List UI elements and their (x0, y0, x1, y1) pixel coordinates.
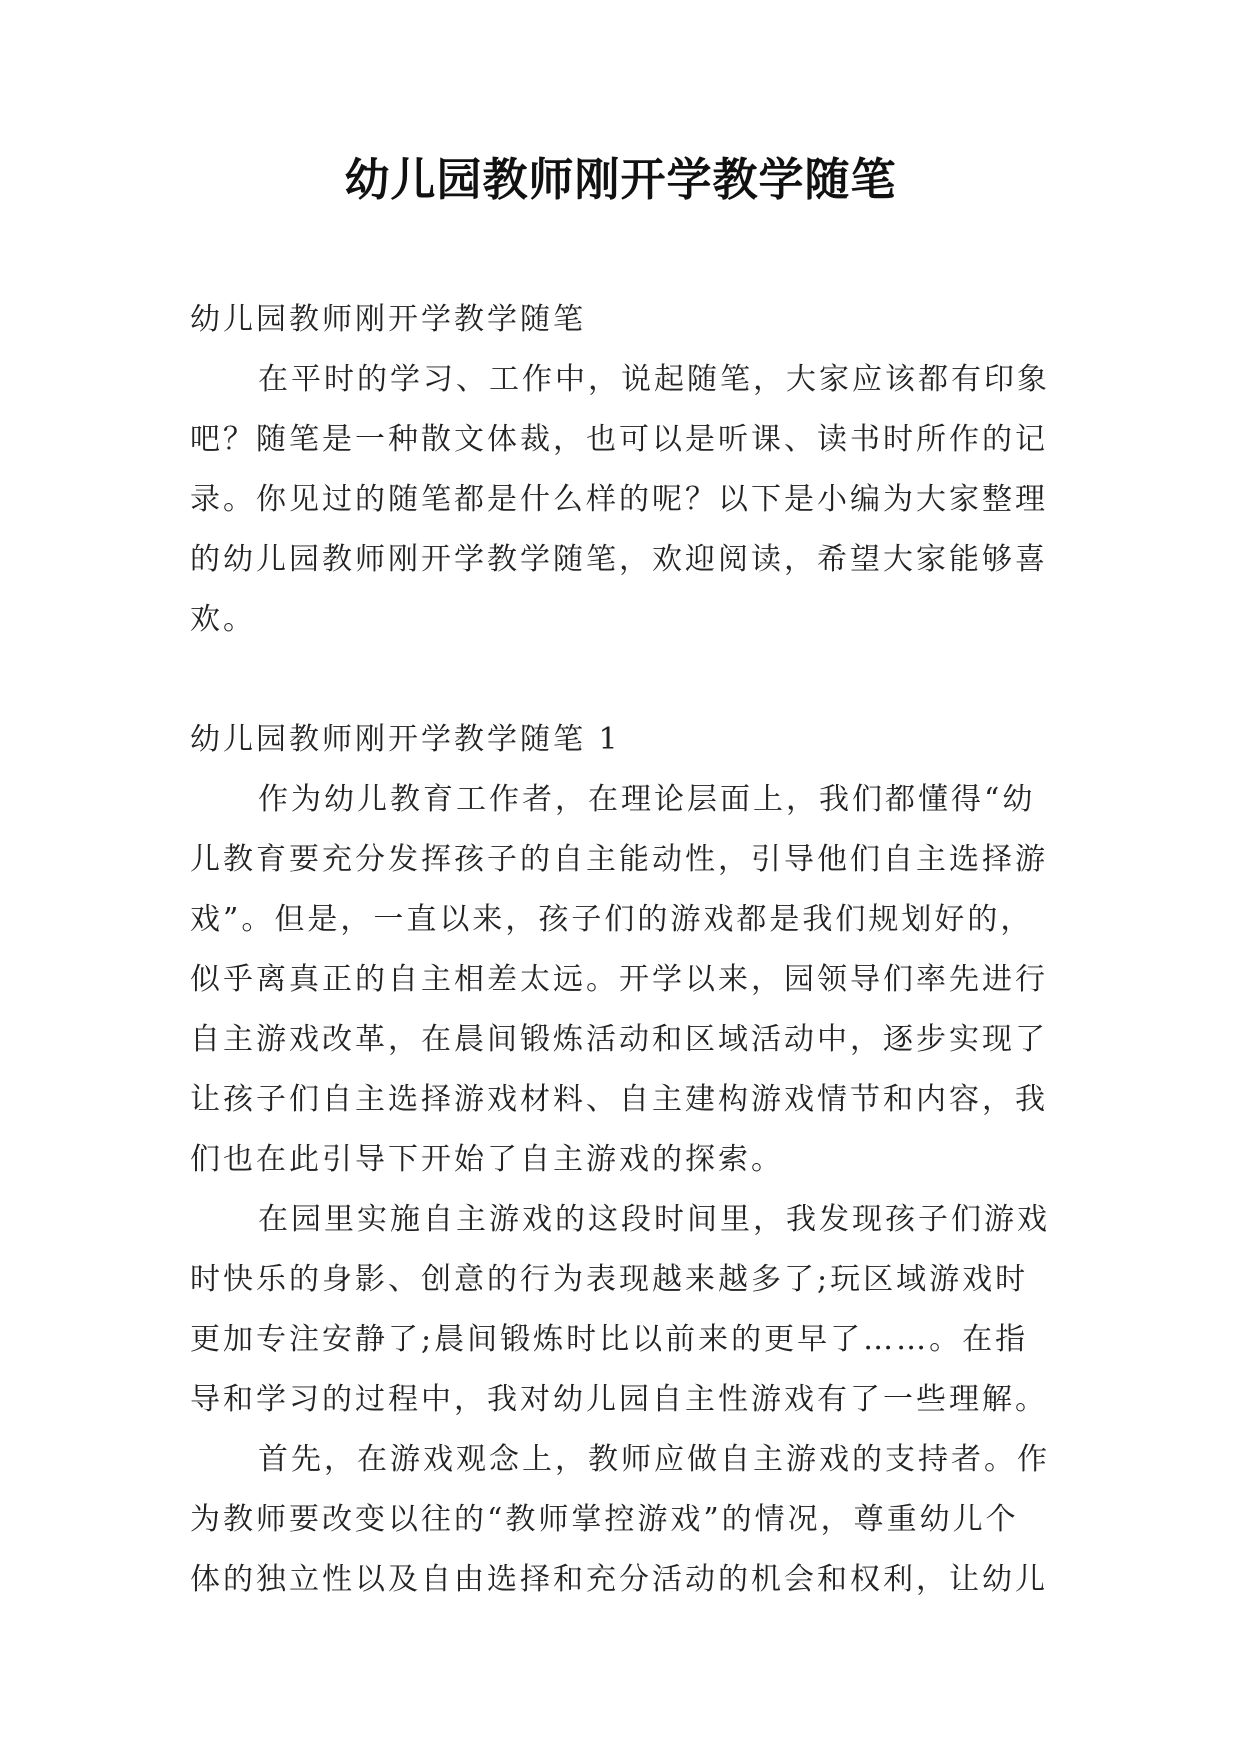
paragraph-line: 儿教育要充分发挥孩子的自主能动性，引导他们自主选择游 (190, 842, 1048, 877)
paragraph-line: 体的独立性以及自由选择和充分活动的机会和权利，让幼儿 (190, 1562, 1048, 1597)
paragraph-line: 欢。 (190, 602, 256, 637)
paragraph-line: 首先，在游戏观念上，教师应做自主游戏的支持者。作 (258, 1442, 1050, 1477)
paragraph-line: 为教师要改变以往的“教师掌控游戏”的情况，尊重幼儿个 (190, 1502, 1019, 1537)
paragraph-line: 似乎离真正的自主相差太远。开学以来，园领导们率先进行 (190, 962, 1048, 997)
paragraph-line: 时快乐的身影、创意的行为表现越来越多了;玩区域游戏时 (190, 1262, 1029, 1297)
paragraph-line: 戏”。但是，一直以来，孩子们的游戏都是我们规划好的， (190, 902, 1034, 937)
paragraph-line: 在平时的学习、工作中，说起随笔，大家应该都有印象 (258, 362, 1050, 397)
paragraph-line: 们也在此引导下开始了自主游戏的探索。 (190, 1142, 784, 1177)
paragraph-line: 让孩子们自主选择游戏材料、自主建构游戏情节和内容，我 (190, 1082, 1048, 1117)
intro-heading: 幼儿园教师刚开学教学随笔 (190, 302, 586, 337)
intro-paragraph (190, 350, 1060, 650)
paragraph-line: 在园里实施自主游戏的这段时间里，我发现孩子们游戏 (258, 1202, 1050, 1237)
section-spacer (190, 650, 1060, 710)
paragraph-line: 的幼儿园教师刚开学教学随笔，欢迎阅读，希望大家能够喜 (190, 542, 1048, 577)
body-paragraph-3 (190, 1430, 1060, 1610)
paragraph-line: 自主游戏改革，在晨间锻炼活动和区域活动中，逐步实现了 (190, 1022, 1048, 1057)
body-paragraph-2 (190, 1190, 1060, 1430)
paragraph-line: 更加专注安静了;晨间锻炼时比以前来的更早了……。在指 (190, 1322, 1029, 1357)
document-title: 幼儿园教师刚开学教学随笔 (344, 153, 897, 206)
document-body (190, 290, 1060, 1610)
body-paragraph-1 (190, 770, 1060, 1190)
section-heading: 幼儿园教师刚开学教学随笔 1 (190, 722, 621, 757)
paragraph-line: 录。你见过的随笔都是什么样的呢？以下是小编为大家整理 (190, 482, 1048, 517)
paragraph-line: 导和学习的过程中，我对幼儿园自主性游戏有了一些理解。 (190, 1382, 1048, 1417)
paragraph-line: 作为幼儿教育工作者，在理论层面上，我们都懂得“幼 (258, 782, 1036, 817)
paragraph-line: 吧？随笔是一种散文体裁，也可以是听课、读书时所作的记 (190, 422, 1048, 457)
